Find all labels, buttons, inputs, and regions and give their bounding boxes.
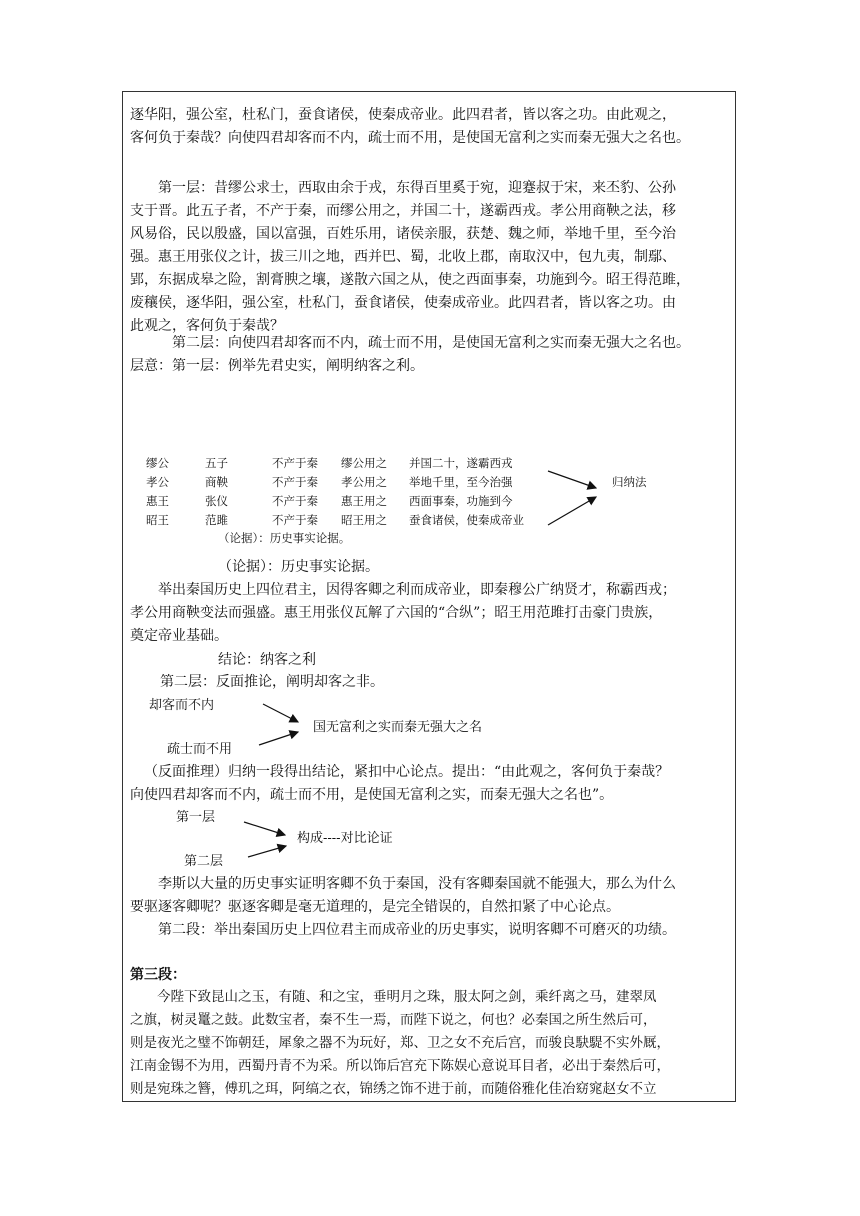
table-cell: 惠王用之: [341, 494, 387, 508]
table-cell: 五子: [205, 456, 228, 470]
text-line: 第二段：举出秦国历史上四位君主而成帝业的历史事实，说明客卿不可磨灭的功绩。: [130, 922, 676, 938]
text-line: 李斯以大量的历史事实证明客卿不负于秦国，没有客卿秦国就不能强大，那么为什么: [130, 876, 676, 892]
text-line: 第二层：向使四君却客而不内，疏士而不用，是使国无富利之实而秦无强大之名也。: [130, 335, 690, 351]
conclusion-line: 结论：纳客之利: [218, 652, 316, 668]
text-line: 今陛下致昆山之玉，有随、和之宝，垂明月之珠，服太阿之剑，乘纤离之马，建翠凤: [130, 989, 657, 1005]
table-cell: 昭王: [146, 513, 169, 527]
text-line: 此观之，客何负于秦哉？: [130, 318, 284, 334]
text-line: 向使四君却客而不内，疏士而不用，是使国无富利之实，而秦无强大之名也”。: [130, 787, 614, 803]
text-line: 之旗，树灵鼍之鼓。此数宝者，秦不生一焉，而陛下说之，何也？必秦国之所生然后可，: [130, 1012, 657, 1028]
text-line: 支于晋。此五子者，不产于秦，而缪公用之，并国二十，遂霸西戎。孝公用商鞅之法，移: [130, 203, 676, 219]
table-cell: 不产于秦: [272, 456, 318, 470]
diagram-node: 疏士而不用: [167, 742, 233, 757]
table-cell: 蚕食诸侯，使秦成帝业: [409, 513, 524, 527]
method-label: 归纳法: [612, 475, 647, 489]
table-cell: 孝公用之: [341, 475, 387, 489]
diagram-target: 国无富利之实而秦无强大之名: [313, 720, 483, 735]
text-line: 客何负于秦哉？向使四君却客而不内，疏士而不用，是使国无富利之实而秦无强大之名也。: [130, 130, 690, 146]
text-line: 奠定帝业基础。: [130, 628, 228, 644]
text-line: 逐华阳，强公室，杜私门，蚕食诸侯，使秦成帝业。此四君者，皆以客之功。由此观之，: [130, 107, 676, 123]
table-cell: 不产于秦: [272, 494, 318, 508]
diagram-node: 却客而不内: [149, 698, 215, 713]
text-line: 则是宛珠之簪，傅玑之珥，阿缟之衣，锦绣之饰不进于前，而随俗雅化佳冶窈窕赵女不立: [130, 1081, 657, 1097]
text-line: （反面推理）归纳一段得出结论，紧扣中心论点。提出：“由此观之，客何负于秦哉？: [144, 764, 670, 780]
diagram-node: 第一层: [176, 810, 216, 825]
table-cell: 缪公用之: [341, 456, 387, 470]
text-line: 强。惠王用张仪之计，拔三川之地，西并巴、蜀，北收上郡，南取汉中，包九夷，制鄢、: [130, 249, 676, 265]
table-note: （论据）：历史事实论据。: [218, 531, 351, 545]
text-line: 则是夜光之璧不饰朝廷，犀象之器不为玩好，郑、卫之女不充后宫，而骏良駃騠不实外厩，: [130, 1035, 670, 1051]
diagram-target: 构成----对比论证: [297, 831, 393, 846]
text-line: 风易俗，民以殷盛，国以富强，百姓乐用，诸侯亲服，获楚、魏之师，举地千里，至今治: [130, 226, 676, 242]
text-line: 废穰侯，逐华阳，强公室，杜私门，蚕食诸侯，使秦成帝业。此四君者，皆以客之功。由: [130, 295, 676, 311]
text-line: 郢，东据成皋之险，割膏腴之壤，遂散六国之从，使之西面事秦，功施到今。昭王得范雎，: [130, 272, 690, 288]
table-cell: 西面事秦，功施到今: [409, 494, 513, 508]
table-cell: 商鞅: [205, 475, 228, 489]
diagram-node: 第二层: [184, 854, 224, 869]
table-cell: 惠王: [146, 494, 169, 508]
text-line: 层意：第一层：例举先君史实，阐明纳客之利。: [130, 358, 424, 374]
evidence-label: （论据）：历史事实论据。: [218, 559, 379, 575]
table-cell: 孝公: [146, 475, 169, 489]
text-line: 举出秦国历史上四位君主，因得客卿之利而成帝业，即秦穆公广纳贤才，称霸西戎；: [130, 582, 676, 598]
table-cell: 不产于秦: [272, 513, 318, 527]
table-cell: 并国二十，遂霸西戎: [409, 456, 513, 470]
layer2-title: 第二层：反面推论，阐明却客之非。: [160, 674, 384, 690]
section-heading: [130, 964, 730, 987]
text-line: 第一层：昔缪公求士，西取由余于戎，东得百里奚于宛，迎蹇叔于宋，来丕豹、公孙: [130, 180, 676, 196]
table-cell: 不产于秦: [272, 475, 318, 489]
section-heading-text: 第三段：: [130, 967, 186, 983]
table-cell: 张仪: [205, 494, 228, 508]
text-line: 要驱逐客卿呢？驱逐客卿是毫无道理的，是完全错误的，自然扣紧了中心论点。: [130, 899, 620, 915]
table-cell: 举地千里，至今治强: [409, 475, 513, 489]
table-cell: 缪公: [146, 456, 169, 470]
text-line: 孝公用商鞅变法而强盛。惠王用张仪瓦解了六国的“合纵”；昭王用范雎打击豪门贵族，: [130, 605, 663, 621]
text-line: 江南金锡不为用，西蜀丹青不为采。所以饰后宫充下陈娱心意说耳目者，必出于秦然后可，: [130, 1058, 670, 1074]
table-cell: 昭王用之: [341, 513, 387, 527]
table-cell: 范雎: [205, 513, 228, 527]
